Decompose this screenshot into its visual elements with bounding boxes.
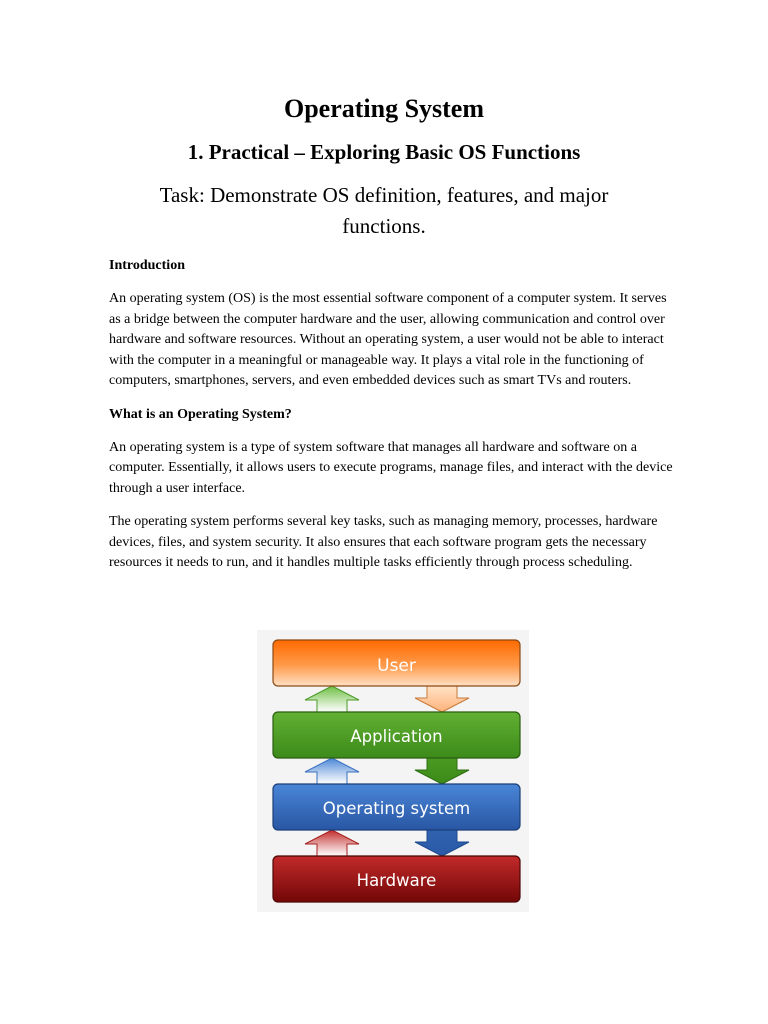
document-body bbox=[109, 256, 679, 587]
layer-operating-system bbox=[273, 784, 520, 830]
task-statement: Task: Demonstrate OS definition, features, and major functions. bbox=[159, 183, 609, 238]
layer-application bbox=[273, 712, 520, 758]
layer-hardware bbox=[273, 856, 520, 902]
what-is-os-heading: What is an Operating System? bbox=[109, 406, 292, 422]
page-title: Operating System bbox=[283, 94, 485, 123]
what-is-os-paragraph-2: The operating system performs several key tasks, such as managing memory, processes, hardware devices, files, and system security. It also ensures that each software program gets the necessary resources it needs to run, and it handles multiple tasks efficiently through process scheduling. bbox=[109, 514, 658, 570]
what-is-os-paragraph-1: An operating system is a type of system software that manages all hardware and software on a computer. Essentially, it allows users to execute programs, manage files, and interact with the device through a user interface. bbox=[109, 439, 673, 496]
layer-user bbox=[273, 640, 520, 686]
page-subtitle: 1. Practical – Exploring Basic OS Functions bbox=[187, 140, 581, 164]
layer-operating-system-label: Operating system bbox=[322, 799, 471, 818]
layer-user-label: User bbox=[377, 656, 416, 676]
layer-hardware-label: Hardware bbox=[356, 871, 437, 890]
intro-heading: Introduction bbox=[109, 258, 185, 273]
os-layers-diagram bbox=[257, 630, 529, 912]
intro-paragraph: An operating system (OS) is the most essential software component of a computer system. It serves as a bridge between the computer hardware and the user, allowing communication and control over hardware and software resources. Without an operating system, a user would not be able to interact with the computer in a meaningful or manageable way. It plays a vital role in the functioning of computers, smartphones, servers, and even embedded devices such as smart TVs and routers. bbox=[109, 291, 667, 388]
layer-application-label: Application bbox=[350, 727, 443, 746]
